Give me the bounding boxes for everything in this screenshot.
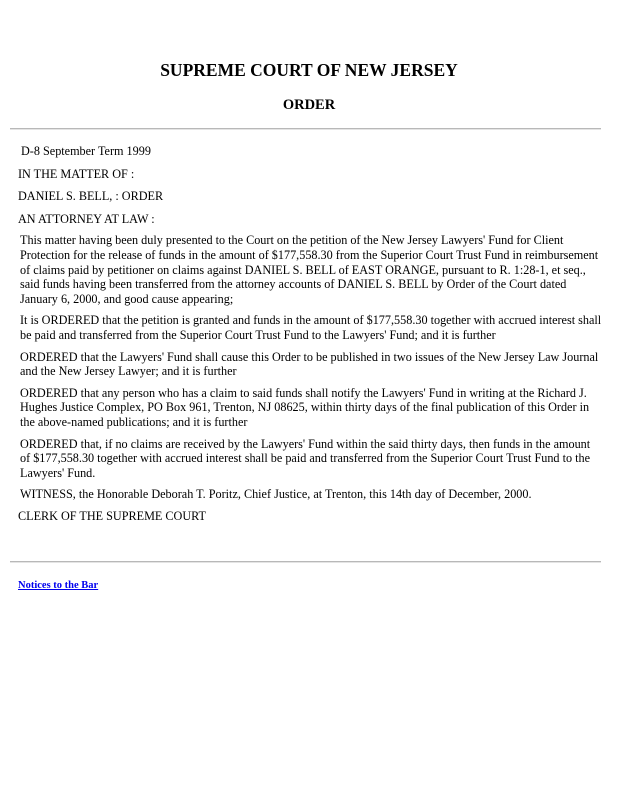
respondent-line: DANIEL S. BELL, : ORDER — [18, 189, 164, 204]
notices-to-the-bar-link[interactable]: Notices to the Bar — [18, 580, 99, 591]
matter-line: IN THE MATTER OF : — [18, 166, 135, 181]
order-paragraph-publication: ORDERED that the Lawyers' Fund shall cause this Order to be published in two issues of the New Jersey Law Journal and the New Jersey Lawyer; and it is further — [20, 349, 599, 379]
court-title: SUPREME COURT OF NEW JERSEY — [160, 60, 458, 80]
order-paragraph-claims: ORDERED that any person who has a claim to said funds shall notify the Lawyers' Fund in writing at the Richard J. Hughes Justice Complex, PO Box 961, Trenton, NJ 08625, within thirty days of the final publication of this Order in the above-named publications; and it is further — [20, 385, 590, 429]
bottom-divider — [10, 561, 601, 563]
order-body — [18, 138, 603, 523]
preamble-paragraph: This matter having been duly presented to the Court on the petition of the New Jersey Lawyers' Fund for Client Protection for the release of funds in the amount of $177,558.30 from the Superior Court Trust Fund in reimbursement of claims paid by petitioner on claims against DANIEL S. BELL of EAST ORANGE, pursuant to R. 1:28-1, et seq., said funds having been transferred from the attorney accounts of DANIEL S. BELL by Order of the Court dated January 6, 2000, and good cause appearing; — [20, 233, 599, 306]
order-title: ORDER — [282, 97, 336, 113]
attorney-line: AN ATTORNEY AT LAW : — [18, 211, 155, 226]
witness-paragraph: WITNESS, the Honorable Deborah T. Poritz, Chief Justice, at Trenton, this 14th day of December, 2000. — [20, 487, 532, 502]
docket-number: D-8 September Term 1999 — [21, 144, 151, 158]
order-paragraph-granted: It is ORDERED that the petition is granted and funds in the amount of $177,558.30 together with accrued interest shall be paid and transferred from the Superior Court Trust Fund to the Lawyers' Fund; and it is further — [20, 313, 602, 342]
order-paragraph-no-claims: ORDERED that, if no claims are received by the Lawyers' Fund within the said thirty days, then funds in the amount of $177,558.30 together with accrued interest shall be paid and transferred from the Superior Court Trust Fund to the Lawyers' Fund. — [20, 436, 591, 480]
top-divider — [10, 128, 601, 130]
clerk-signature-line: CLERK OF THE SUPREME COURT — [18, 508, 206, 523]
